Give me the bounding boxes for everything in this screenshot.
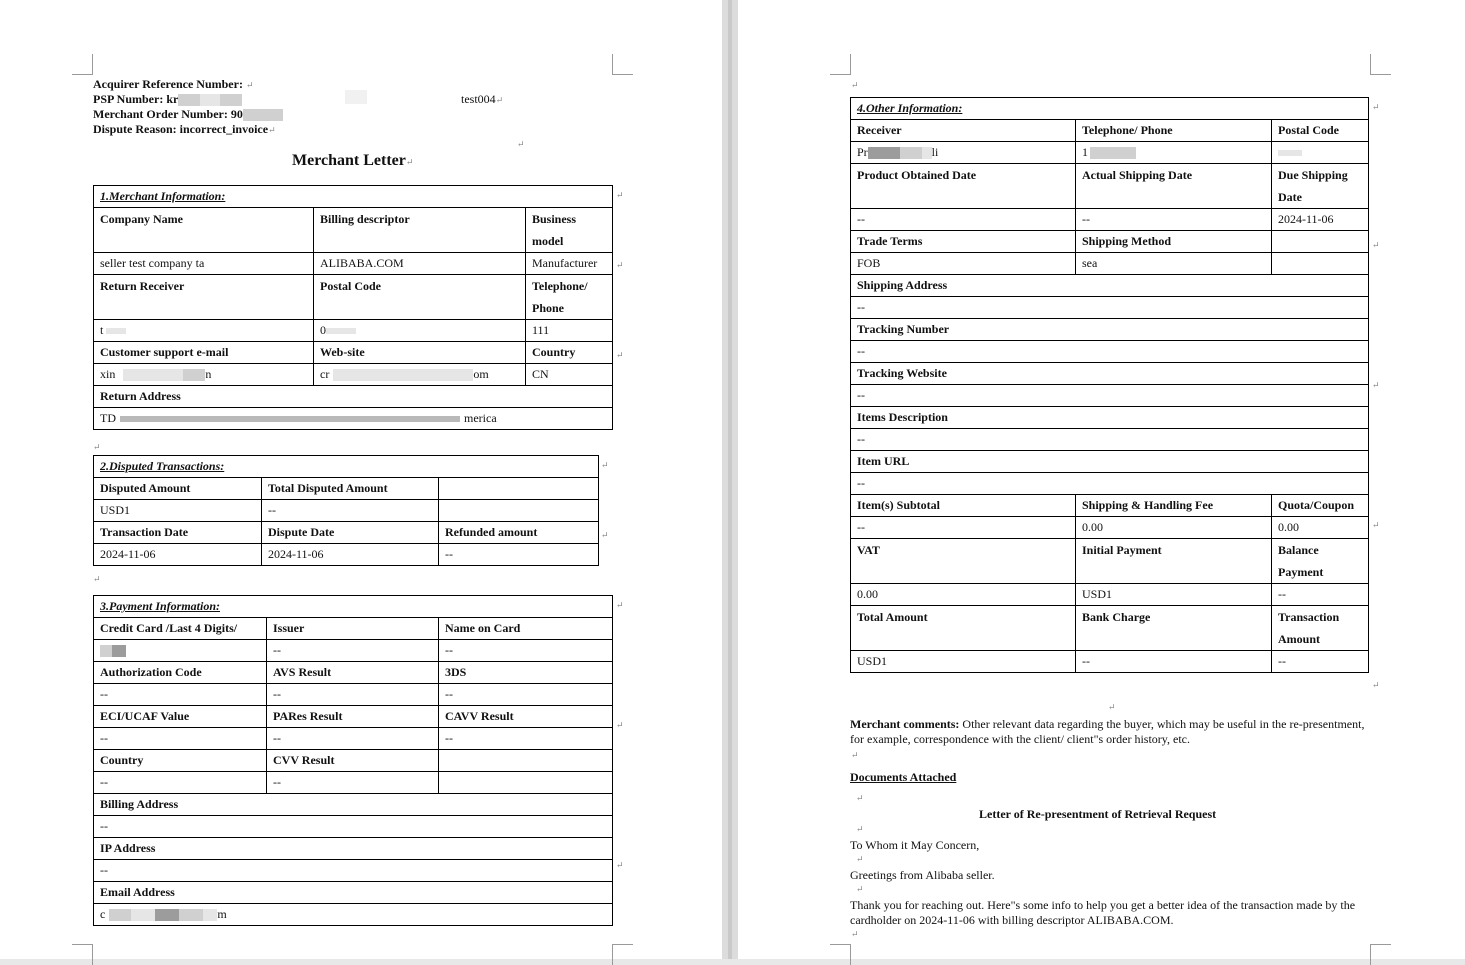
- company-name-label: Company Name: [94, 208, 314, 253]
- postal-code-label: Postal Code: [1272, 120, 1369, 142]
- paragraph-mark: ↵: [856, 884, 864, 894]
- return-address-label: Return Address: [94, 386, 613, 408]
- business-model-label: Business model: [526, 208, 613, 253]
- paragraph-mark: ↵: [601, 460, 609, 470]
- paragraph-mark: ↵: [93, 442, 101, 452]
- empty-cell: [439, 750, 613, 772]
- billing-descriptor-value: ALIBABA.COM: [314, 253, 526, 275]
- document-page-1: [0, 0, 722, 959]
- merchant-information-table: [93, 185, 613, 430]
- actual-shipping-date-value: --: [1076, 209, 1272, 231]
- credit-card-value: [94, 640, 267, 662]
- vat-label: VAT: [851, 539, 1076, 584]
- redacted-area: [345, 90, 367, 104]
- avs-result-label: AVS Result: [267, 662, 439, 684]
- payment-country-label: Country: [94, 750, 267, 772]
- shipping-address-label: Shipping Address: [851, 275, 1369, 297]
- paragraph-mark: ↵: [616, 600, 624, 610]
- actual-shipping-date-label: Actual Shipping Date: [1076, 164, 1272, 209]
- total-disputed-amount-value: --: [262, 500, 439, 522]
- tracking-number-label: Tracking Number: [851, 319, 1369, 341]
- documents-attached-heading: Documents Attached: [850, 770, 957, 784]
- crop-mark: [72, 944, 93, 965]
- cvv-result-value: --: [267, 772, 439, 794]
- crop-mark: [72, 54, 93, 75]
- telephone-label: Telephone/ Phone: [526, 275, 613, 320]
- section-heading: 2.Disputed Transactions:: [94, 456, 599, 478]
- merchant-comments-label: Merchant comments:: [850, 717, 960, 731]
- paragraph-mark: ↵: [1372, 380, 1380, 390]
- eci-ucaf-value: --: [94, 728, 267, 750]
- paragraph-mark: ↵: [856, 824, 864, 834]
- shipping-fee-label: Shipping & Handling Fee: [1076, 495, 1272, 517]
- crop-mark: [1370, 944, 1391, 965]
- paragraph-mark: ↵: [856, 854, 864, 864]
- email-address-value: c m: [94, 904, 613, 926]
- balance-payment-label: Balance Payment: [1272, 539, 1369, 584]
- support-email-label: Customer support e-mail: [94, 342, 314, 364]
- issuer-value: --: [267, 640, 439, 662]
- total-disputed-amount-label: Total Disputed Amount: [262, 478, 439, 500]
- payment-country-value: --: [94, 772, 267, 794]
- postal-code-value: 0: [314, 320, 526, 342]
- transaction-amount-value: --: [1272, 651, 1369, 673]
- document-page-2: [738, 0, 1465, 959]
- ip-address-label: IP Address: [94, 838, 613, 860]
- receiver-value: Pr li: [851, 142, 1076, 164]
- telephone-value: 1: [1076, 142, 1272, 164]
- tracking-number-value: --: [851, 341, 1369, 363]
- paragraph-mark: ↵: [601, 530, 609, 540]
- shipping-fee-value: 0.00: [1076, 517, 1272, 539]
- paragraph-mark: ↵: [616, 260, 624, 270]
- payment-information-table: [93, 595, 613, 926]
- product-obtained-date-label: Product Obtained Date: [851, 164, 1076, 209]
- eci-ucaf-label: ECI/UCAF Value: [94, 706, 267, 728]
- paragraph-mark: ↵: [1372, 240, 1380, 250]
- section-heading: 4.Other Information:: [851, 98, 1369, 120]
- disputed-amount-label: Disputed Amount: [94, 478, 262, 500]
- other-information-table: [850, 97, 1369, 673]
- shipping-method-label: Shipping Method: [1076, 231, 1272, 253]
- empty-cell: [439, 500, 599, 522]
- cavv-result-value: --: [439, 728, 613, 750]
- section-heading: 3.Payment Information:: [94, 596, 613, 618]
- subtotal-value: --: [851, 517, 1076, 539]
- credit-card-label: Credit Card /Last 4 Digits/: [94, 618, 267, 640]
- pares-result-label: PARes Result: [267, 706, 439, 728]
- postal-code-value: [1272, 142, 1369, 164]
- paragraph-mark: ↵: [616, 720, 624, 730]
- website-label: Web-site: [314, 342, 526, 364]
- tracking-website-label: Tracking Website: [851, 363, 1369, 385]
- page-gutter: [722, 0, 738, 959]
- telephone-label: Telephone/ Phone: [1076, 120, 1272, 142]
- total-amount-value: USD1: [851, 651, 1076, 673]
- initial-payment-value: USD1: [1076, 584, 1272, 606]
- letter-salutation: To Whom it May Concern,: [850, 838, 980, 852]
- country-value: CN: [526, 364, 613, 386]
- paragraph-mark: ↵: [1372, 102, 1380, 112]
- transaction-date-value: 2024-11-06: [94, 544, 262, 566]
- initial-payment-label: Initial Payment: [1076, 539, 1272, 584]
- crop-mark: [830, 54, 851, 75]
- subtotal-label: Item(s) Subtotal: [851, 495, 1076, 517]
- empty-cell: [439, 772, 613, 794]
- item-url-value: --: [851, 473, 1369, 495]
- name-on-card-label: Name on Card: [439, 618, 613, 640]
- billing-address-label: Billing Address: [94, 794, 613, 816]
- bank-charge-value: --: [1076, 651, 1272, 673]
- paragraph-mark: ↵: [851, 80, 859, 90]
- website-value: cr om: [314, 364, 526, 386]
- product-obtained-date-value: --: [851, 209, 1076, 231]
- 3ds-label: 3DS: [439, 662, 613, 684]
- psp-number-line: PSP Number: kr: [93, 92, 242, 107]
- paragraph-mark: ↵: [616, 190, 624, 200]
- paragraph-mark: ↵: [856, 793, 864, 803]
- dispute-date-value: 2024-11-06: [262, 544, 439, 566]
- paragraph-mark: ↵: [1372, 680, 1380, 690]
- quota-coupon-label: Quota/Coupon: [1272, 495, 1369, 517]
- return-address-value: TD merica: [94, 408, 613, 430]
- business-model-value: Manufacturer: [526, 253, 613, 275]
- crop-mark: [830, 944, 851, 965]
- pares-result-value: --: [267, 728, 439, 750]
- merchant-comments: [850, 717, 1370, 747]
- avs-result-value: --: [267, 684, 439, 706]
- issuer-label: Issuer: [267, 618, 439, 640]
- cavv-result-label: CAVV Result: [439, 706, 613, 728]
- paragraph-mark: ↵: [1108, 702, 1116, 712]
- name-on-card-value: --: [439, 640, 613, 662]
- paragraph-mark: ↵: [851, 750, 859, 760]
- paragraph-mark: ↵: [93, 574, 101, 584]
- return-receiver-value: t: [94, 320, 314, 342]
- empty-cell: [439, 478, 599, 500]
- trade-terms-value: FOB: [851, 253, 1076, 275]
- paragraph-mark: ↵: [616, 860, 624, 870]
- paragraph-mark: ↵: [851, 929, 859, 939]
- letter-greeting: Greetings from Alibaba seller.: [850, 868, 995, 882]
- cvv-result-label: CVV Result: [267, 750, 439, 772]
- crop-mark: [612, 54, 633, 75]
- trade-terms-label: Trade Terms: [851, 231, 1076, 253]
- items-description-label: Items Description: [851, 407, 1369, 429]
- quota-coupon-value: 0.00: [1272, 517, 1369, 539]
- company-name-value: seller test company ta: [94, 253, 314, 275]
- crop-mark: [612, 944, 633, 965]
- support-email-value: xin n: [94, 364, 314, 386]
- paragraph-mark: ↵: [517, 139, 525, 149]
- due-shipping-date-label: Due Shipping Date: [1272, 164, 1369, 209]
- email-address-label: Email Address: [94, 882, 613, 904]
- item-url-label: Item URL: [851, 451, 1369, 473]
- balance-payment-value: --: [1272, 584, 1369, 606]
- refunded-amount-value: --: [439, 544, 599, 566]
- authorization-code-value: --: [94, 684, 267, 706]
- paragraph-mark: ↵: [616, 350, 624, 360]
- letter-body: Thank you for reaching out. Here"s some info to help you get a better idea of the transaction made by the cardholder on 2024-11-06 with billing descriptor ALIBABA.COM.: [850, 898, 1356, 927]
- items-description-value: --: [851, 429, 1369, 451]
- empty-cell: [1272, 253, 1369, 275]
- transaction-date-label: Transaction Date: [94, 522, 262, 544]
- test-tag: test004↵: [461, 92, 504, 106]
- paragraph-mark: ↵: [1372, 520, 1380, 530]
- billing-address-value: --: [94, 816, 613, 838]
- country-label: Country: [526, 342, 613, 364]
- ip-address-value: --: [94, 860, 613, 882]
- empty-cell: [1272, 231, 1369, 253]
- page-title: Merchant Letter↵: [292, 152, 414, 169]
- receiver-label: Receiver: [851, 120, 1076, 142]
- acquirer-reference-line: Acquirer Reference Number: ↵: [93, 77, 254, 91]
- letter-title: Letter of Re-presentment of Retrieval Request: [979, 807, 1217, 821]
- disputed-amount-value: USD1: [94, 500, 262, 522]
- telephone-value: 111: [526, 320, 613, 342]
- vat-value: 0.00: [851, 584, 1076, 606]
- tracking-website-value: --: [851, 385, 1369, 407]
- return-receiver-label: Return Receiver: [94, 275, 314, 320]
- crop-mark: [1370, 54, 1391, 75]
- billing-descriptor-label: Billing descriptor: [314, 208, 526, 253]
- bank-charge-label: Bank Charge: [1076, 606, 1272, 651]
- total-amount-label: Total Amount: [851, 606, 1076, 651]
- shipping-address-value: --: [851, 297, 1369, 319]
- due-shipping-date-value: 2024-11-06: [1272, 209, 1369, 231]
- merchant-comments-text: Other relevant data regarding the buyer, which may be useful in the re-presentment, for example, correspondence with the client/ client"s order history, etc.: [850, 717, 1365, 746]
- 3ds-value: --: [439, 684, 613, 706]
- postal-code-label: Postal Code: [314, 275, 526, 320]
- transaction-amount-label: Transaction Amount: [1272, 606, 1369, 651]
- refunded-amount-label: Refunded amount: [439, 522, 599, 544]
- dispute-date-label: Dispute Date: [262, 522, 439, 544]
- disputed-transactions-table: [93, 455, 599, 566]
- merchant-order-line: Merchant Order Number: 90: [93, 107, 283, 122]
- dispute-reason-line: Dispute Reason: incorrect_invoice↵: [93, 122, 276, 136]
- section-heading: 1.Merchant Information:: [94, 186, 613, 208]
- shipping-method-value: sea: [1076, 253, 1272, 275]
- authorization-code-label: Authorization Code: [94, 662, 267, 684]
